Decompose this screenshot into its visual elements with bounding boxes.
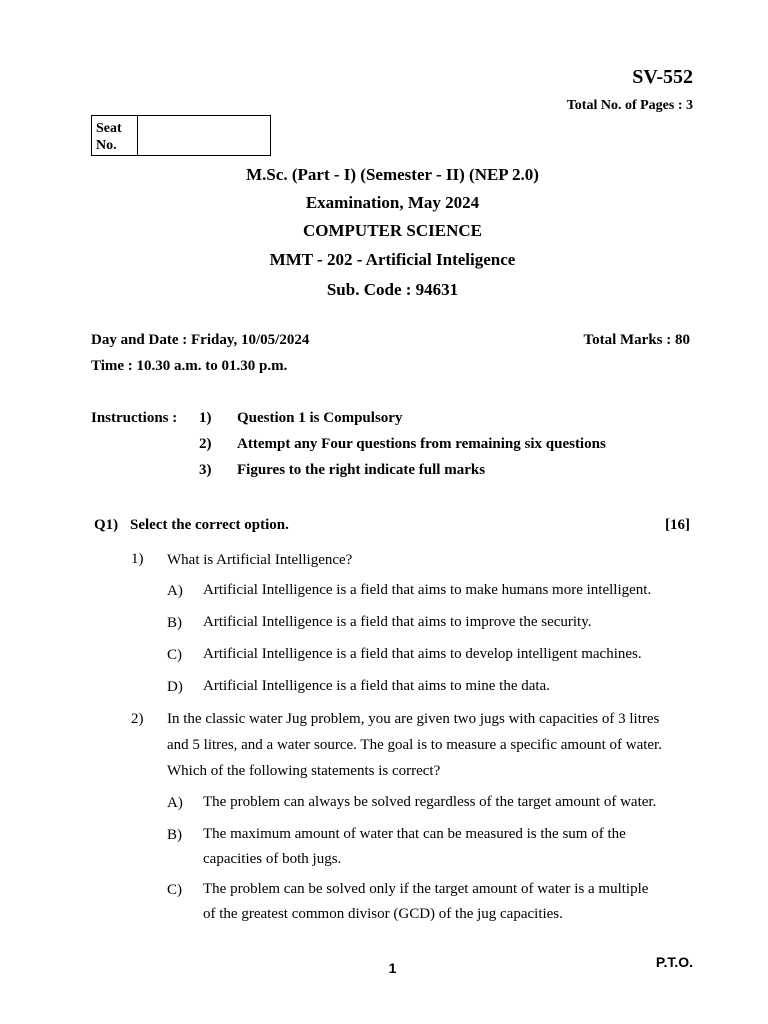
- exam-sub-code: Sub. Code : 94631: [326, 280, 459, 299]
- seat-number-box: [91, 115, 271, 156]
- option-text: Artificial Intelligence is a field that aims to mine the data.: [203, 678, 550, 694]
- instruction-number: 1): [199, 410, 212, 426]
- exam-subject: COMPUTER SCIENCE: [303, 221, 482, 240]
- option-text: The problem can always be solved regardless of the target amount of water.: [203, 794, 657, 810]
- option-letter: C): [167, 882, 182, 898]
- subquestion-number: 1): [131, 551, 144, 567]
- question-marks: [16]: [665, 517, 690, 533]
- instruction-number: 3): [199, 462, 212, 478]
- page-number: 1: [388, 960, 397, 976]
- exam-program: M.Sc. (Part - I) (Semester - II) (NEP 2.0): [246, 165, 539, 184]
- subquestion-text-line: Which of the following statements is correct?: [167, 763, 441, 779]
- instruction-item: [199, 410, 402, 427]
- subquestion-text: What is Artificial Intelligence?: [167, 552, 353, 568]
- option-text: Artificial Intelligence is a field that aims to improve the security.: [203, 614, 592, 630]
- option-letter: C): [167, 647, 182, 663]
- seat-label: Seat No.: [92, 116, 138, 155]
- seat-number-value: [138, 116, 270, 155]
- paper-code: SV-552: [632, 66, 693, 88]
- instructions-label: Instructions :: [91, 410, 178, 426]
- total-marks: Total Marks : 80: [583, 332, 690, 348]
- subquestion-number: 2): [131, 711, 144, 727]
- option-letter: D): [167, 679, 183, 695]
- instruction-text: Question 1 is Compulsory: [237, 410, 403, 426]
- exam-course: MMT - 202 - Artificial Inteligence: [269, 250, 516, 269]
- option-letter: A): [167, 583, 183, 599]
- option-letter: B): [167, 615, 182, 631]
- pto-label: P.T.O.: [655, 954, 693, 970]
- exam-session: Examination, May 2024: [305, 193, 480, 212]
- instruction-number: 2): [199, 436, 212, 452]
- option-letter: B): [167, 827, 182, 843]
- option-text-line: The problem can be solved only if the target amount of water is a multiple: [203, 881, 649, 897]
- question-1-heading: [94, 517, 289, 534]
- option-text-line: The maximum amount of water that can be measured is the sum of the: [203, 826, 626, 842]
- instruction-item: [199, 436, 606, 453]
- instruction-item: [199, 462, 485, 479]
- option-text-line: of the greatest common divisor (GCD) of the jug capacities.: [203, 906, 563, 922]
- instruction-text: Figures to the right indicate full marks: [237, 462, 486, 478]
- exam-time: Time : 10.30 a.m. to 01.30 p.m.: [91, 358, 288, 374]
- day-and-date: Day and Date : Friday, 10/05/2024: [91, 332, 310, 348]
- subquestion-text-line: In the classic water Jug problem, you are given two jugs with capacities of 3 litres: [167, 711, 660, 727]
- option-letter: A): [167, 795, 183, 811]
- question-text: Select the correct option.: [130, 517, 289, 533]
- option-text: Artificial Intelligence is a field that aims to make humans more intelligent.: [203, 582, 652, 598]
- instruction-text: Attempt any Four questions from remaining six questions: [237, 436, 606, 452]
- total-pages: Total No. of Pages : 3: [566, 98, 693, 113]
- option-text-line: capacities of both jugs.: [203, 851, 342, 867]
- subquestion-text-line: and 5 litres, and a water source. The goal is to measure a specific amount of water.: [167, 737, 662, 753]
- question-number: Q1): [94, 517, 119, 533]
- option-text: Artificial Intelligence is a field that aims to develop intelligent machines.: [203, 646, 642, 662]
